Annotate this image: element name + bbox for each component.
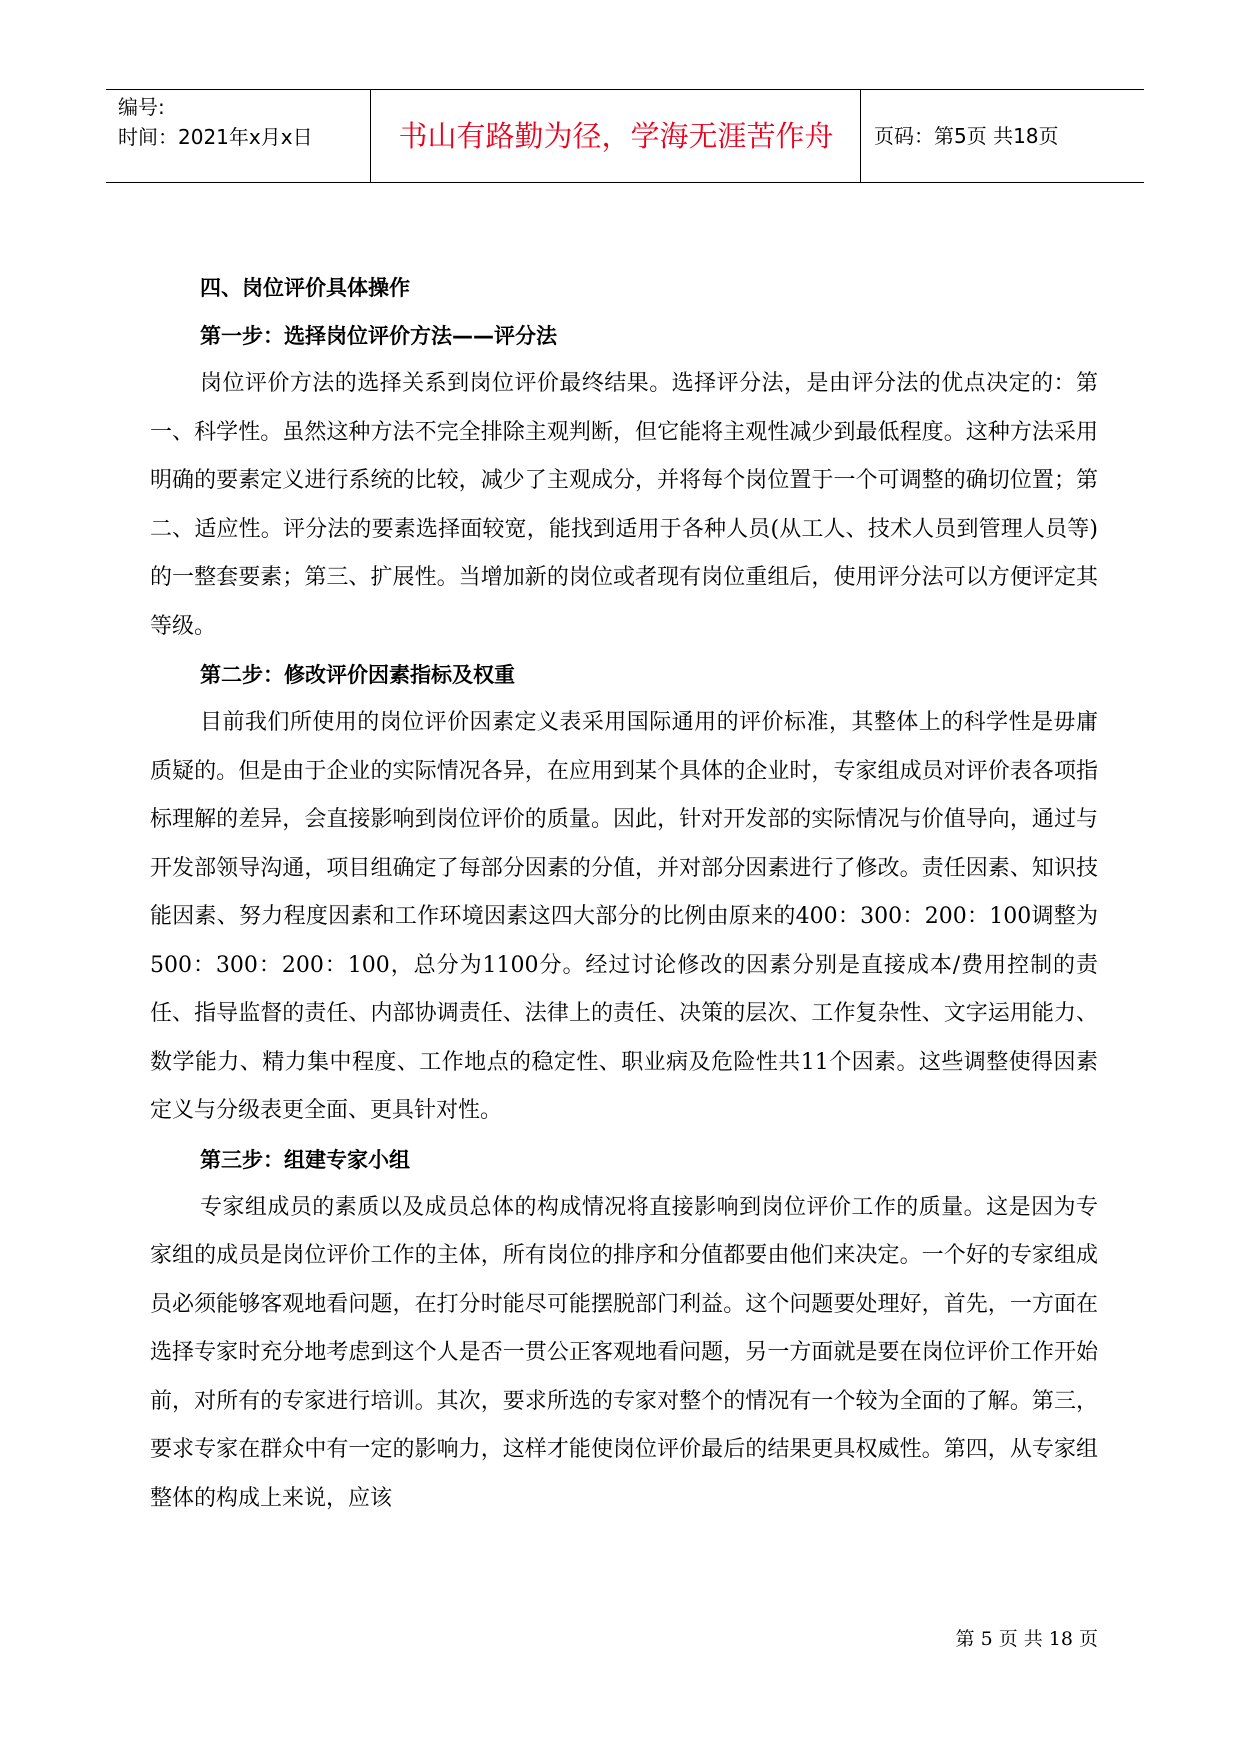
header-page-info: 页码：第5页 共18页 [874,124,1059,148]
step2-paragraph: 目前我们所使用的岗位评价因素定义表采用国际通用的评价标准，其整体上的科学性是毋庸质疑的。但是由于企业的实际情况各异，在应用到某个具体的企业时，专家组成员对评价表各项指标理解的差异，会直接影响到岗位评价的质量。因此，针对开发部的实际情况与价值导向，通过与开发部领导沟通，项目组确定了每部分因素的分值，并对部分因素进行了修改。责任因素、知识技能因素、努力程度因素和工作环境因素这四大部分的比例由原来的400：300：200：100调整为500：300：200：100，总分为1100分。经过讨论修改的因素分别是直接成本/费用控制的责任、指导监督的责任、内部协调责任、法律上的责任、决策的层次、工作复杂性、文字运用能力、数学能力、精力集中程度、工作地点的稳定性、职业病及危险性共11个因素。这些调整使得因素定义与分级表更全面、更具针对性。 [150,710,1098,1123]
document-number-label: 编号: [118,95,165,119]
header-divider-right [860,90,861,182]
header-motto: 书山有路勤为径，学海无涯苦作舟 [398,119,834,153]
step3-paragraph: 专家组成员的素质以及成员总体的构成情况将直接影响到岗位评价工作的质量。这是因为专家组的成员是岗位评价工作的主体，所有岗位的排序和分值都要由他们来决定。一个好的专家组成员必须能够客观地看问题，在打分时能尽可能摆脱部门利益。这个问题要处理好，首先，一方面在选择专家时充分地考虑到这个人是否一贯公正客观地看问题，另一方面就是要在岗位评价工作开始前，对所有的专家进行培训。其次，要求所选的专家对整个的情况有一个较为全面的了解。第三，要求专家在群众中有一定的影响力，这样才能使岗位评价最后的结果更具权威性。第四，从专家组整体的构成上来说，应该 [150,1194,1098,1511]
section-title: 四、岗位评价具体操作 [200,276,410,300]
header-meta [118,92,368,152]
header-divider-left [370,90,371,182]
page-header [106,89,1144,183]
step1-title: 第一步：选择岗位评价方法——评分法 [200,324,557,348]
document-time-label: 时间：2021年x月x日 [118,125,313,149]
step3-title: 第三步：组建专家小组 [200,1147,410,1172]
step1-paragraph: 岗位评价方法的选择关系到岗位评价最终结果。选择评分法，是由评分法的优点决定的：第一、科学性。虽然这种方法不完全排除主观判断，但它能将主观性减少到最低程度。这种方法采用明确的要素定义进行系统的比较，减少了主观成分，并将每个岗位置于一个可调整的确切位置；第二、适应性。评分法的要素选择面较宽，能找到适用于各种人员(从工人、技术人员到管理人员等)的一整套要素；第三、扩展性。当增加新的岗位或者现有岗位重组后，使用评分法可以方便评定其等级。 [150,371,1098,639]
page-footer: 第 5 页 共 18 页 [955,1628,1098,1650]
step2-title: 第二步：修改评价因素指标及权重 [200,663,515,687]
document-body [150,264,1098,1523]
